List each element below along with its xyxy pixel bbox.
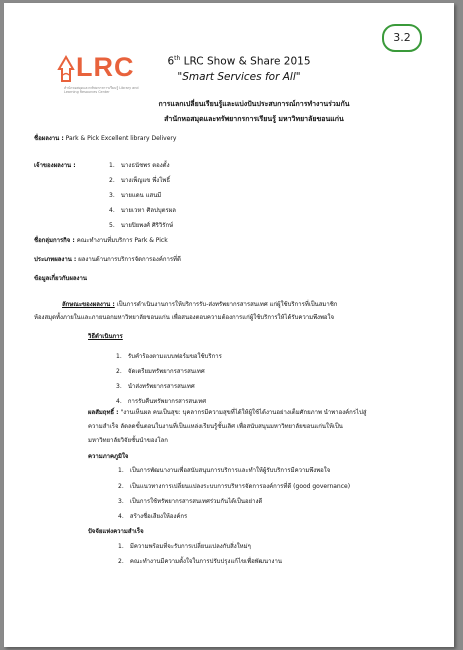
logo-subtitle: สำนักหอสมุดและทรัพยากรการเรียนรู้ Library and Learning Resources Center [64,86,139,94]
document-heading-line1: การแลกเปลี่ยนเรียนรู้และแบ่งปันประสบการณ์การทำงานร่วมกัน [158,100,350,108]
document-heading-line2: สำนักหอสมุดและทรัพยากรการเรียนรู้ มหาวิทยาลัยขอนแก่น [164,115,344,123]
method-step: 3. นำส่งทรัพยากรสารสนเทศ [116,383,195,390]
results-line3: มหาวิทยาลัยวิจัยชั้นนำของโลก [88,437,168,444]
success-item: 2. คณะทำงานมีความตั้งใจในการปรับปรุงแก้ไขเพื่อพัฒนางาน [118,558,282,565]
event-title: 6th LRC Show & Share 2015 [167,55,311,68]
owner-item: 2. นางเพ็ญแข พึ่งโพธิ์ [109,177,171,184]
lrc-logo-icon [56,55,76,85]
pride-item: 2. เป็นแนวทางการเปลี่ยนแปลงระบบการบริหารจัดการองค์การที่ดี (good governance) [118,483,351,490]
page-number-badge: 3.2 [382,24,422,52]
document-page [4,3,454,647]
pride-item: 4. สร้างชื่อเสียงให้องค์กร [118,513,188,520]
pride-heading: ความภาคภูมิใจ [88,453,129,460]
work-type: ประเภทผลงาน : ผลงานด้านการบริการจัดการองค์การที่ดี [34,256,181,263]
pride-item: 3. เป็นการใช้ทรัพยากรสารสนเทศร่วมกันได้เป็นอย่างดี [118,498,263,505]
method-step: 1. รับคำร้องตามแบบฟอร์มขอใช้บริการ [116,353,222,360]
results-line1: ผลสัมฤทธิ์ : "งานเห็นผล คนเป็นสุข: บุคลากรมีความสุขที่ได้ให้ผู้ใช้ได้งานอย่างเต็มศักยภาพ นำพาองค์กรไปสู่ [88,409,367,416]
method-heading: วิธีดำเนินการ [88,333,123,340]
lrc-logo [56,52,139,97]
mission-group: ชื่อกลุ่มการกิจ : คณะทำงานที่มบริการ Park & Pick [34,237,168,244]
characteristics-line1: ลักษณะของผลงาน : เป็นการดำเนินงานการให้บริการรับ-ส่งทรัพยากรสารสนเทศ แก่ผู้ใช้บริการที่เป็นสมาชิก [62,301,338,308]
owner-item: 4. นายเวหา ศิลปบุตรผล [109,207,176,214]
owner-item: 3. นายแดน แสนมี [109,192,162,199]
work-name: ชื่อผลงาน : Park & Pick Excellent library Delivery [34,135,177,142]
owner-item: 1. นางธนัชพร ตองตั้ง [109,162,170,169]
results-line2: ความสำเร็จ ลัดลดขั้นตอนในงานที่เป็นแหล่งเรียนรู้ชั้นเลิศ เพื่อสนับสนุนมหาวิทยาลัยขอนแก่นให้เป็น [88,423,343,430]
owners-label: เจ้าของผลงาน : [34,162,76,169]
event-tagline: "Smart Services for All" [177,71,301,83]
logo-text: LRC [76,52,135,82]
success-heading: ปัจจัยแห่งความสำเร็จ [88,528,144,535]
method-step: 2. จัดเตรียมทรัพยากรสารสนเทศ [116,368,205,375]
success-item: 1. มีความพร้อมที่จะรับการเปลี่ยนแปลงกับสิ่งใหม่ๆ [118,543,251,550]
owner-item: 5. นายปิยพงศ์ ศิริวิรักษ์ [109,222,174,229]
characteristics-line2: ห้องสมุดทั้งภายในและภายนอกมหาวิทยาลัยขอนแก่น เพื่อสนองตอบความต้องการแก่ผู้ใช้บริการให้ได้รับความพึงพอใจ [34,314,334,321]
pride-item: 1. เป็นการพัฒนางานเพื่อสนับสนุนการบริการและทำให้ผู้รับบริการมีความพึงพอใจ [118,467,331,474]
general-info-heading: ข้อมูลเกี่ยวกับผลงาน [34,275,87,282]
method-step: 4. การรับคืนทรัพยากรสารสนเทศ [116,398,206,405]
